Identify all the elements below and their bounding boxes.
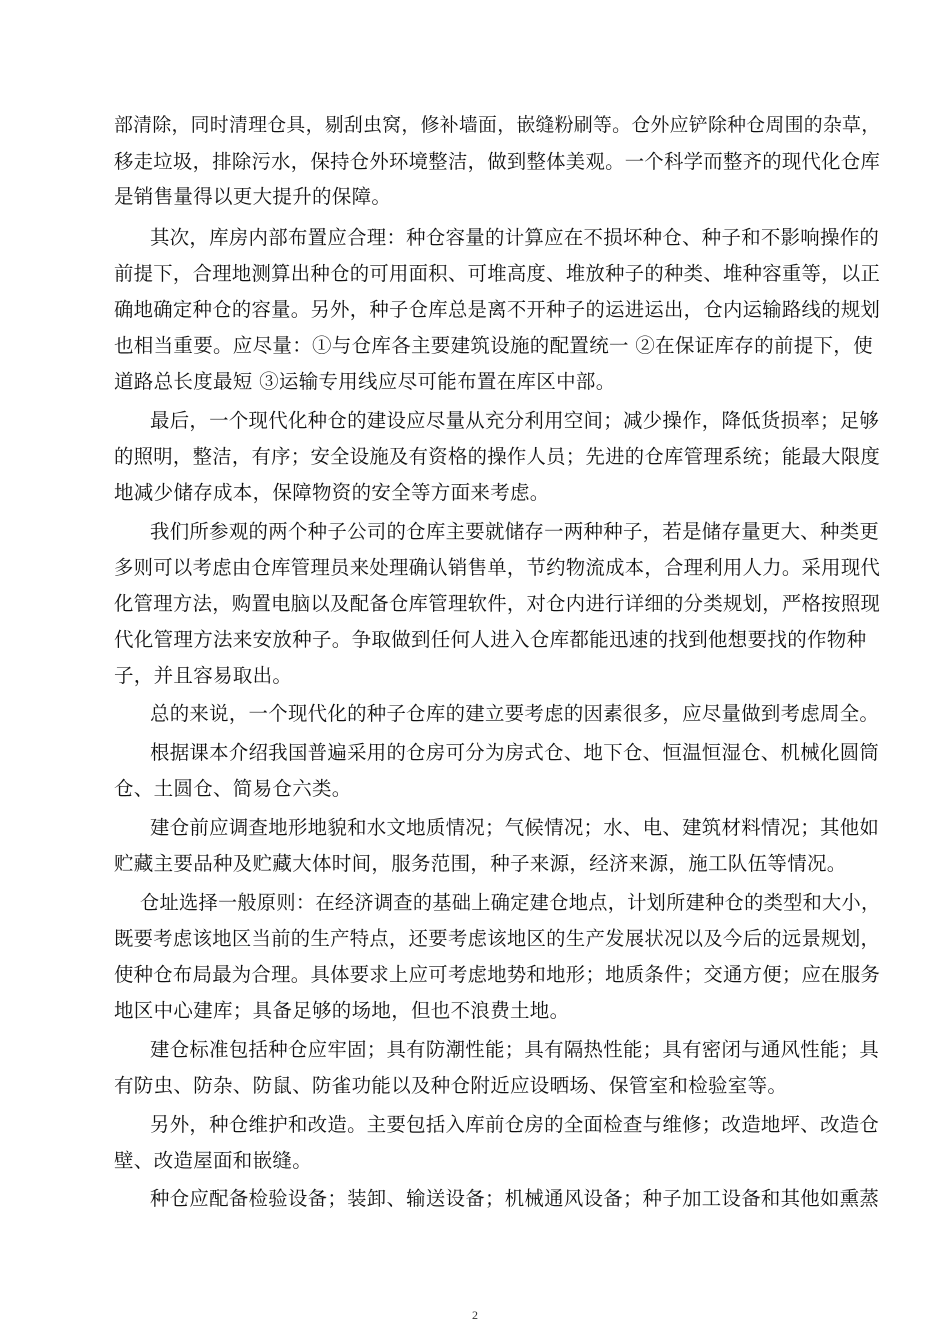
text-line: 建仓标准包括种仓应牢固；具有防潮性能；具有隔热性能；具有密闭与通风性能；具 <box>150 1038 880 1061</box>
text-line: 前提下，合理地测算出种仓的可用面积、可堆高度、堆放种子的种类、堆种容重等，以正 <box>114 262 881 285</box>
text-line: 另外，种仓维护和改造。主要包括入库前仓房的全面检查与维修；改造地坪、改造仓 <box>150 1113 880 1136</box>
text-line: 是销售量得以更大提升的保障。 <box>114 185 392 208</box>
text-line: 仓、土圆仓、简易仓六类。 <box>114 777 352 800</box>
text-line: 道路总长度最短 ③运输专用线应尽可能布置在库区中部。 <box>114 370 616 393</box>
text-line: 既要考虑该地区当前的生产特点，还要考虑该地区的生产发展状况以及今后的远景规划， <box>114 927 881 950</box>
text-line: 仓址选择一般原则：在经济调查的基础上确定建仓地点，计划所建种仓的类型和大小， <box>140 891 881 914</box>
text-line: 也相当重要。应尽量：①与仓库各主要建筑设施的配置统一 ②在保证库存的前提下，使 <box>114 334 873 357</box>
text-line: 多则可以考虑由仓库管理员来处理确认销售单，节约物流成本，合理利用人力。采用现代 <box>114 556 881 579</box>
text-line: 最后，一个现代化种仓的建设应尽量从充分利用空间；减少操作，降低货损率；足够 <box>150 409 880 432</box>
text-line: 地减少储存成本，保障物资的安全等方面来考虑。 <box>114 481 550 504</box>
text-line: 有防虫、防杂、防鼠、防雀功能以及种仓附近应设晒场、保管室和检验室等。 <box>114 1074 788 1097</box>
text-line: 确地确定种仓的容量。另外，种子仓库总是离不开种子的运进运出，仓内运输路线的规划 <box>114 298 881 321</box>
text-line: 使种仓布局最为合理。具体要求上应可考虑地势和地形；地质条件；交通方便；应在服务 <box>114 963 881 986</box>
text-line: 部清除，同时清理仓具，剔刮虫窝，修补墙面，嵌缝粉刷等。仓外应铲除种仓周围的杂草， <box>114 114 881 136</box>
text-line: 化管理方法，购置电脑以及配备仓库管理软件，对仓内进行详细的分类规划，严格按照现 <box>114 592 881 615</box>
text-line: 子，并且容易取出。 <box>114 664 293 687</box>
text-line: 总的来说，一个现代化的种子仓库的建立要考虑的因素很多，应尽量做到考虑周全。 <box>150 702 880 725</box>
page-number: 2 <box>472 1308 478 1322</box>
text-line: 代化管理方法来安放种子。争取做到任何人进入仓库都能迅速的找到他想要找的作物种 <box>114 628 867 651</box>
text-line: 建仓前应调查地形地貌和水文地质情况；气候情况；水、电、建筑材料情况；其他如 <box>150 816 880 839</box>
text-line: 壁、改造屋面和嵌缝。 <box>114 1149 313 1172</box>
text-line: 我们所参观的两个种子公司的仓库主要就储存一两种种子，若是储存量更大、种类更 <box>150 520 880 543</box>
text-line: 贮藏主要品种及贮藏大体时间，服务范围，种子来源，经济来源，施工队伍等情况。 <box>114 852 847 875</box>
text-line: 根据课本介绍我国普遍采用的仓房可分为房式仓、地下仓、恒温恒湿仓、机械化圆筒 <box>150 741 880 764</box>
text-line: 的照明，整洁，有序；安全设施及有资格的操作人员；先进的仓库管理系统；能最大限度 <box>114 445 881 468</box>
text-line: 其次，库房内部布置应合理：种仓容量的计算应在不损坏种仓、种子和不影响操作的 <box>150 226 880 249</box>
text-line: 地区中心建库；具备足够的场地，但也不浪费土地。 <box>114 999 570 1022</box>
text-line: 种仓应配备检验设备；装卸、输送设备；机械通风设备；种子加工设备和其他如熏蒸 <box>150 1187 880 1210</box>
text-line: 移走垃圾，排除污水，保持仓外环境整洁，做到整体美观。一个科学而整齐的现代化仓库 <box>114 150 881 173</box>
